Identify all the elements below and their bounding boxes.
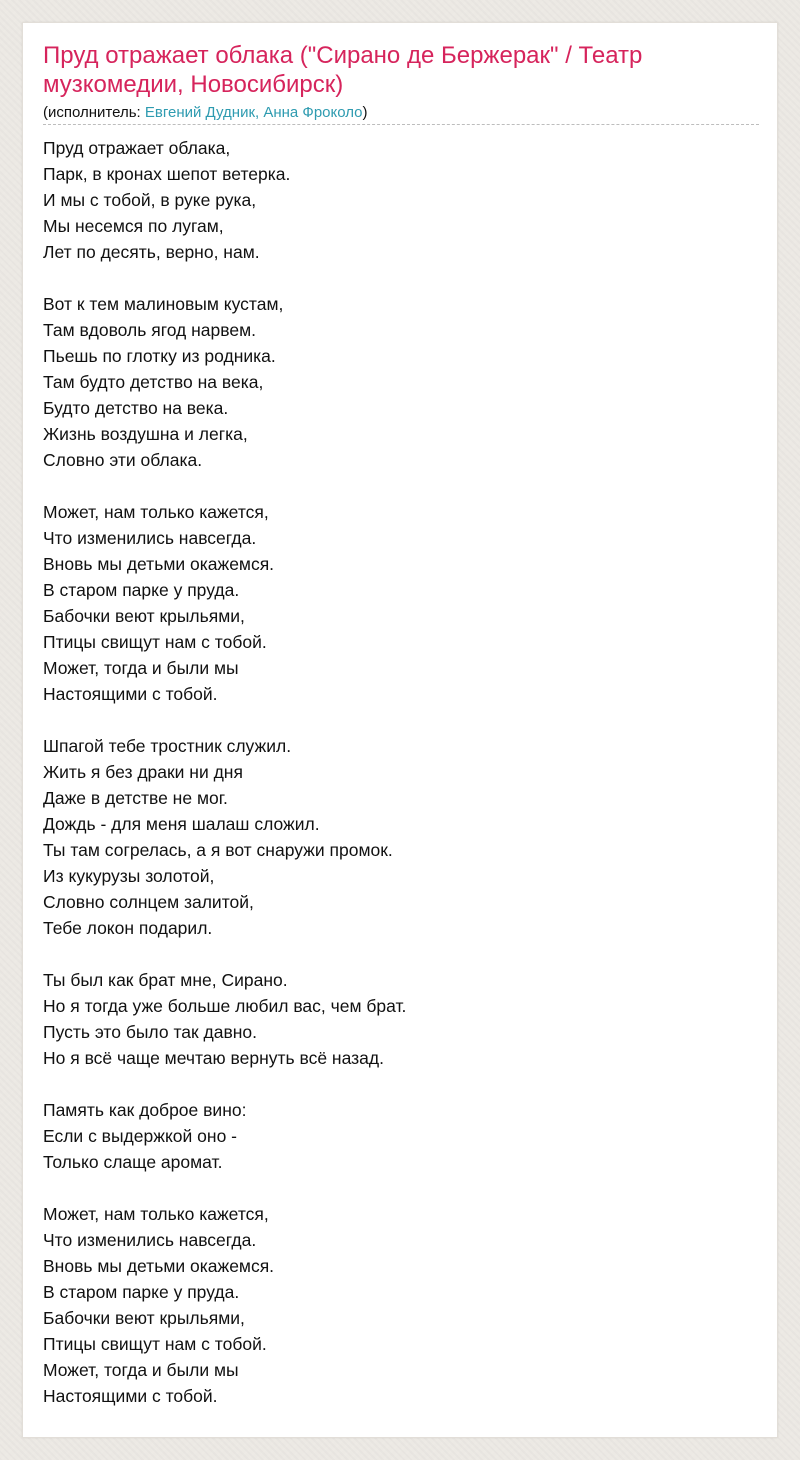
lyrics-stanza	[43, 135, 759, 265]
lyrics-line: Ты был как брат мне, Сирано.	[43, 970, 288, 990]
lyrics-line: Птицы свищут нам с тобой.	[43, 632, 267, 652]
lyrics-line: Птицы свищут нам с тобой.	[43, 1334, 267, 1354]
lyrics-line: Жить я без драки ни дня	[43, 762, 243, 782]
lyrics-line: В старом парке у пруда.	[43, 580, 240, 600]
lyrics-stanza	[43, 733, 759, 941]
lyrics-line: Там вдоволь ягод нарвем.	[43, 320, 256, 340]
lyrics-line: Но я тогда уже больше любил вас, чем брат.	[43, 996, 407, 1016]
performer-suffix: )	[362, 104, 368, 121]
lyrics-card	[22, 22, 778, 1438]
lyrics-line: Что изменились навсегда.	[43, 528, 257, 548]
lyrics-stanza	[43, 499, 759, 707]
performer-line	[43, 104, 368, 122]
lyrics-line: Жизнь воздушна и легка,	[43, 424, 248, 444]
lyrics-line: Тебе локон подарил.	[43, 918, 213, 938]
lyrics-line: Настоящими с тобой.	[43, 1386, 218, 1406]
lyrics-stanza	[43, 1201, 759, 1409]
lyrics-line: Вот к тем малиновым кустам,	[43, 294, 284, 314]
lyrics-line: Может, нам только кажется,	[43, 502, 269, 522]
lyrics-line: Только слаще аромат.	[43, 1152, 223, 1172]
lyrics-line: Бабочки веют крыльями,	[43, 1308, 245, 1328]
lyrics-line: Если с выдержкой оно -	[43, 1126, 237, 1146]
lyrics-line: Может, тогда и были мы	[43, 1360, 239, 1380]
lyrics-line: Будто детство на века.	[43, 398, 229, 418]
lyrics-line: Словно эти облака.	[43, 450, 203, 470]
performer-prefix: (исполнитель:	[43, 104, 145, 121]
lyrics-line: Там будто детство на века,	[43, 372, 264, 392]
lyrics-line: Лет по десять, верно, нам.	[43, 242, 260, 262]
lyrics-line: Пусть это было так давно.	[43, 1022, 258, 1042]
lyrics-line: Что изменились навсегда.	[43, 1230, 257, 1250]
song-title: Пруд отражает облака ("Сирано де Бержерак" / Театр музкомедии, Новосибирск)	[43, 42, 643, 98]
lyrics-line: Парк, в кронах шепот ветерка.	[43, 164, 291, 184]
lyrics-line: В старом парке у пруда.	[43, 1282, 240, 1302]
lyrics-line: Настоящими с тобой.	[43, 684, 218, 704]
lyrics-line: Бабочки веют крыльями,	[43, 606, 245, 626]
lyrics-line: Шпагой тебе тростник служил.	[43, 736, 292, 756]
lyrics-line: Но я всё чаще мечтаю вернуть всё назад.	[43, 1048, 384, 1068]
lyrics-line: Может, тогда и были мы	[43, 658, 239, 678]
lyrics-line: Даже в детстве не мог.	[43, 788, 228, 808]
lyrics-line: И мы с тобой, в руке рука,	[43, 190, 257, 210]
lyrics-line: Память как доброе вино:	[43, 1100, 247, 1120]
lyrics-line: Вновь мы детьми окажемся.	[43, 1256, 275, 1276]
lyrics-line: Вновь мы детьми окажемся.	[43, 554, 275, 574]
lyrics-line: Может, нам только кажется,	[43, 1204, 269, 1224]
lyrics-stanza	[43, 291, 759, 473]
lyrics-line: Дождь - для меня шалаш сложил.	[43, 814, 320, 834]
lyrics-line: Пруд отражает облака,	[43, 138, 231, 158]
lyrics-stanza	[43, 967, 759, 1071]
lyrics-line: Мы несемся по лугам,	[43, 216, 224, 236]
lyrics-line: Ты там согрелась, а я вот снаружи промок.	[43, 840, 393, 860]
lyrics-text	[43, 135, 759, 1435]
lyrics-line: Словно солнцем залитой,	[43, 892, 254, 912]
lyrics-line: Пьешь по глотку из родника.	[43, 346, 276, 366]
dashed-divider	[43, 124, 759, 125]
lyrics-stanza	[43, 1097, 759, 1175]
lyrics-line: Из кукурузы золотой,	[43, 866, 215, 886]
performer-link[interactable]: Евгений Дудник, Анна Фроколо	[144, 104, 363, 121]
